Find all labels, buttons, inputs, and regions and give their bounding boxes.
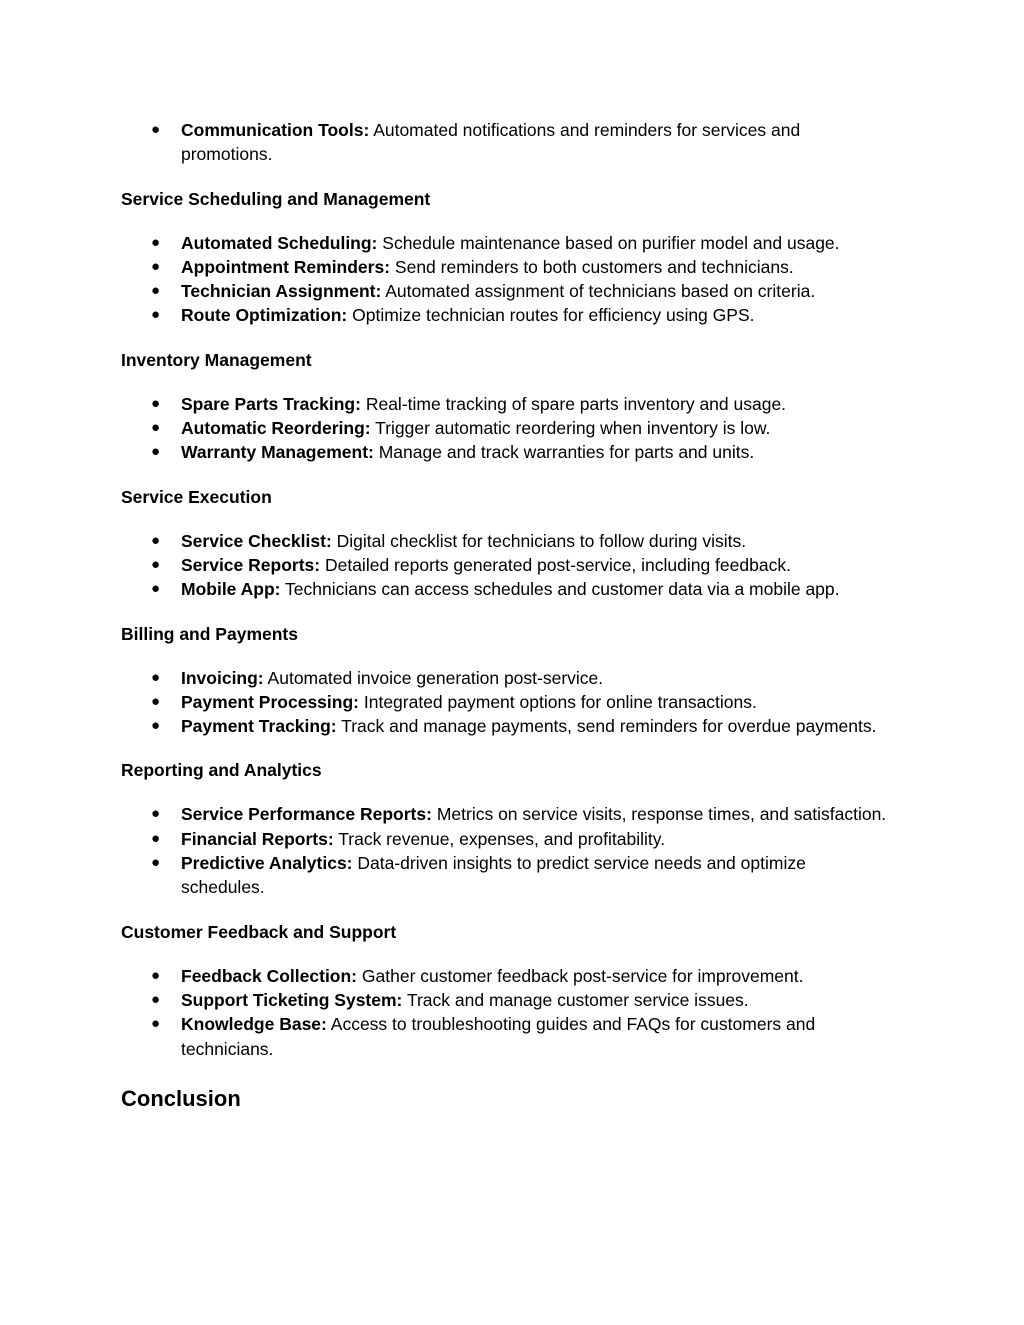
- item-term: Warranty Management:: [181, 442, 374, 463]
- list-item: [121, 666, 891, 690]
- bullet-icon: ●: [151, 257, 161, 275]
- sections-container: [121, 187, 891, 1061]
- item-description: Manage and track warranties for parts and units.: [378, 442, 755, 463]
- list-item: [121, 964, 891, 988]
- list-item: [121, 851, 891, 900]
- bullet-icon: ●: [151, 121, 161, 138]
- list-item: [121, 255, 891, 279]
- item-term: Payment Processing:: [181, 691, 359, 712]
- item-term: Spare Parts Tracking:: [181, 393, 361, 414]
- section-bullet-list: [121, 392, 891, 465]
- section-bullet-list: [121, 802, 891, 899]
- item-term: Service Reports:: [181, 554, 321, 575]
- item-description: Track and manage payments, send reminders for overdue payments.: [341, 716, 877, 737]
- list-item: [121, 714, 891, 738]
- item-description: Integrated payment options for online transactions.: [363, 691, 757, 712]
- item-description: Detailed reports generated post-service, including feedback.: [324, 554, 791, 575]
- bullet-icon: ●: [151, 555, 161, 573]
- item-description: Automated invoice generation post-service.: [267, 667, 604, 688]
- bullet-icon: ●: [151, 394, 161, 412]
- item-description: Trigger automatic reordering when inventory is low.: [375, 418, 771, 439]
- list-item: [121, 118, 891, 167]
- section-bullet-list: [121, 231, 891, 328]
- list-item: [121, 416, 891, 440]
- item-term: Automatic Reordering:: [181, 418, 371, 439]
- bullet-icon: ●: [151, 668, 161, 686]
- item-description: Send reminders to both customers and technicians.: [394, 256, 794, 277]
- list-item: [121, 827, 891, 851]
- item-description: Digital checklist for technicians to follow during visits.: [336, 530, 747, 551]
- item-description: Track and manage customer service issues.: [406, 989, 749, 1010]
- item-description: Real-time tracking of spare parts inventory and usage.: [365, 393, 787, 414]
- bullet-icon: ●: [151, 990, 161, 1008]
- bullet-icon: ●: [151, 531, 161, 549]
- item-term: Support Ticketing System:: [181, 989, 403, 1010]
- section-heading: Billing and Payments: [121, 623, 298, 644]
- list-item: [121, 802, 891, 826]
- item-term: Financial Reports:: [181, 828, 334, 849]
- item-term: Service Checklist:: [181, 530, 332, 551]
- list-item: [121, 279, 891, 303]
- bullet-icon: ●: [151, 580, 161, 598]
- bullet-icon: ●: [151, 717, 161, 735]
- item-term: Route Optimization:: [181, 305, 348, 326]
- bullet-icon: ●: [151, 233, 161, 251]
- item-description: Schedule maintenance based on purifier model and usage.: [382, 232, 840, 253]
- list-item: [121, 988, 891, 1012]
- list-item: [121, 577, 891, 601]
- bullet-icon: ●: [151, 1015, 161, 1033]
- item-term: Appointment Reminders:: [181, 256, 391, 277]
- item-description: Access to troubleshooting guides and FAQs for customers and technicians.: [181, 1014, 816, 1059]
- item-description: Automated notifications and reminders for services and promotions.: [181, 120, 801, 165]
- section-bullet-list: [121, 529, 891, 602]
- bullet-icon: ●: [151, 805, 161, 823]
- section-heading: Service Execution: [121, 486, 272, 507]
- item-term: Feedback Collection:: [181, 965, 358, 986]
- item-term: Communication Tools:: [181, 120, 370, 140]
- bullet-icon: ●: [151, 854, 161, 872]
- list-item: [121, 1012, 891, 1061]
- item-term: Predictive Analytics:: [181, 853, 353, 874]
- item-description: Optimize technician routes for efficiency using GPS.: [352, 305, 755, 326]
- list-item: [121, 392, 891, 416]
- section-heading: Service Scheduling and Management: [121, 188, 431, 209]
- section-heading: Customer Feedback and Support: [121, 921, 397, 942]
- item-description: Automated assignment of technicians based on criteria.: [385, 281, 816, 302]
- list-item: [121, 690, 891, 714]
- list-item: [121, 529, 891, 553]
- item-term: Technician Assignment:: [181, 281, 382, 302]
- bullet-icon: ●: [151, 306, 161, 324]
- item-term: Mobile App:: [181, 579, 281, 600]
- bullet-icon: ●: [151, 419, 161, 437]
- item-description: Technicians can access schedules and customer data via a mobile app.: [285, 579, 840, 600]
- list-item: [121, 553, 891, 577]
- list-item: [121, 303, 891, 327]
- bullet-icon: ●: [151, 282, 161, 300]
- section-heading: Inventory Management: [121, 349, 312, 370]
- item-description: Metrics on service visits, response times, and satisfaction.: [436, 804, 887, 825]
- item-term: Payment Tracking:: [181, 716, 337, 737]
- bullet-icon: ●: [151, 692, 161, 710]
- bullet-icon: ●: [151, 443, 161, 461]
- item-term: Automated Scheduling:: [181, 232, 378, 253]
- document-page: [121, 118, 891, 1113]
- section-bullet-list: [121, 666, 891, 739]
- section-heading: Reporting and Analytics: [121, 760, 322, 781]
- item-term: Invoicing:: [181, 667, 264, 688]
- bullet-icon: ●: [151, 966, 161, 984]
- item-description: Data-driven insights to predict service needs and optimize schedules.: [181, 853, 806, 898]
- item-description: Gather customer feedback post-service for improvement.: [361, 965, 804, 986]
- list-item: [121, 440, 891, 464]
- conclusion-heading: Conclusion: [121, 1085, 241, 1111]
- bullet-icon: ●: [151, 829, 161, 847]
- list-item: [121, 231, 891, 255]
- item-description: Track revenue, expenses, and profitability.: [338, 828, 666, 849]
- section-bullet-list: [121, 964, 891, 1061]
- item-term: Knowledge Base:: [181, 1014, 327, 1035]
- item-term: Service Performance Reports:: [181, 804, 432, 825]
- intro-bullet-list: [121, 118, 891, 167]
